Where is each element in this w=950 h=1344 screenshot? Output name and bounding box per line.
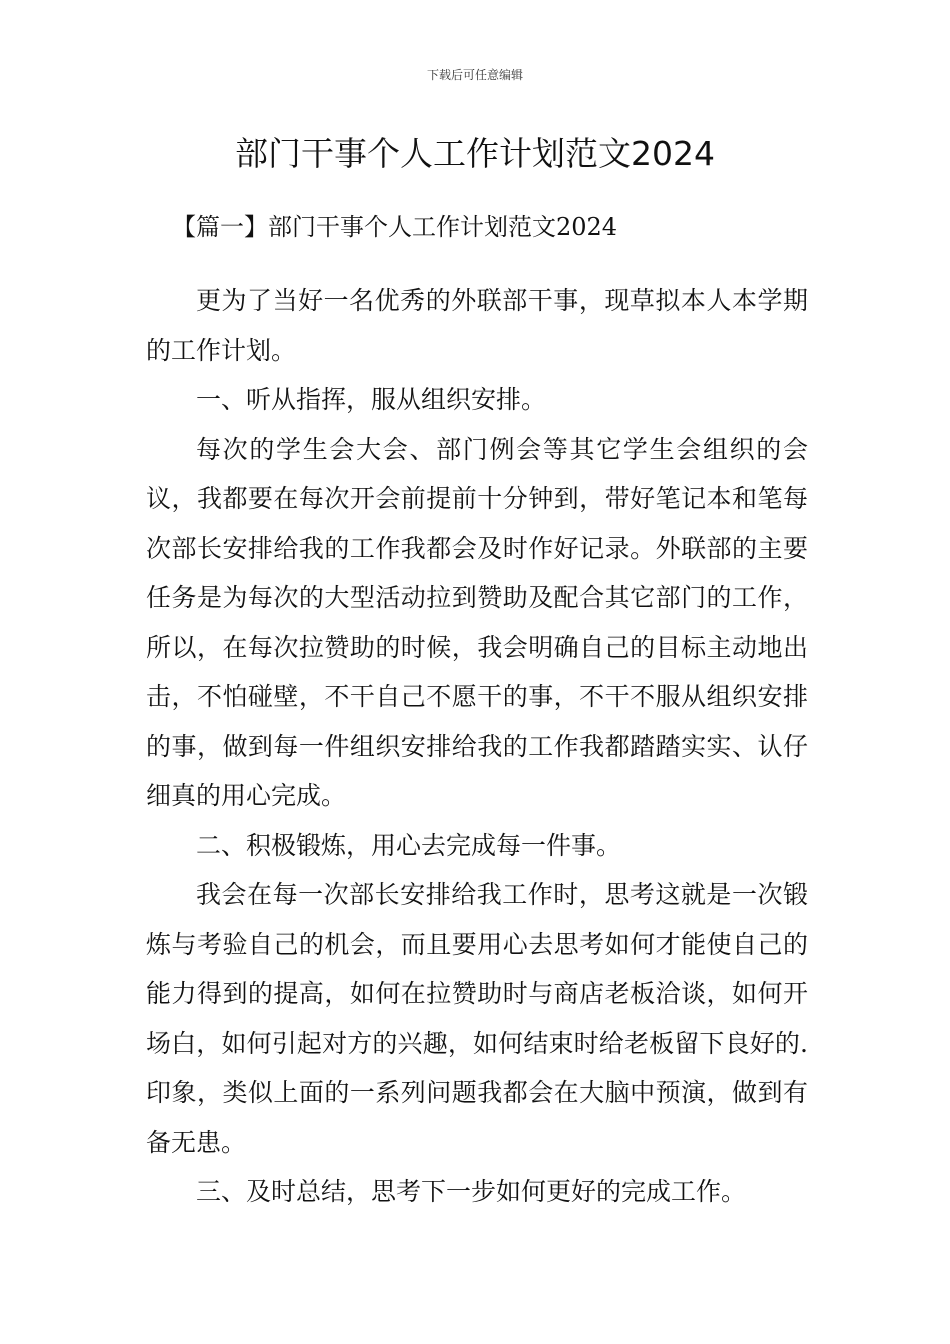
document-title: 部门干事个人工作计划范文2024 xyxy=(235,134,715,173)
paragraph-point-one-body: 每次的学生会大会、部门例会等其它学生会组织的会议，我都要在每次开会前提前十分钟到，带好笔记本和笔每次部长安排给我的工作我都会及时作好记录。外联部的主要任务是为每次的大型活动拉到赞助及配合其它部门的工作，所以，在每次拉赞助的时候，我会明确自己的目标主动地出击，不怕碰壁，不干自己不愿干的事，不干不服从组织安排的事，做到每一件组织安排给我的工作我都踏踏实实、认仔细真的用心完成。 xyxy=(146,434,808,810)
paragraph-point-two-body: 我会在每一次部长安排给我工作时，思考这就是一次锻炼与考验自己的机会，而且要用心去思考如何才能使自己的能力得到的提高，如何在拉赞助时与商店老板洽谈，如何开场白，如何引起对方的兴趣，如何结束时给老板留下良好的.印象，类似上面的一系列问题我都会在大脑中预演，做到有备无患。 xyxy=(146,880,808,1157)
paragraph-point-three-heading: 三、及时总结，思考下一步如何更好的完成工作。 xyxy=(196,1177,747,1206)
paragraph-point-two-heading: 二、积极锻炼，用心去完成每一件事。 xyxy=(196,830,622,860)
header-note: 下载后可任意编辑 xyxy=(426,68,523,82)
document-body xyxy=(146,276,808,1217)
paragraph-point-one-heading: 一、听从指挥，服从组织安排。 xyxy=(196,385,547,414)
section-heading: 【篇一】部门干事个人工作计划范文2024 xyxy=(172,213,618,241)
paragraph-intro: 更为了当好一名优秀的外联部干事，现草拟本人本学期的工作计划。 xyxy=(146,286,808,365)
